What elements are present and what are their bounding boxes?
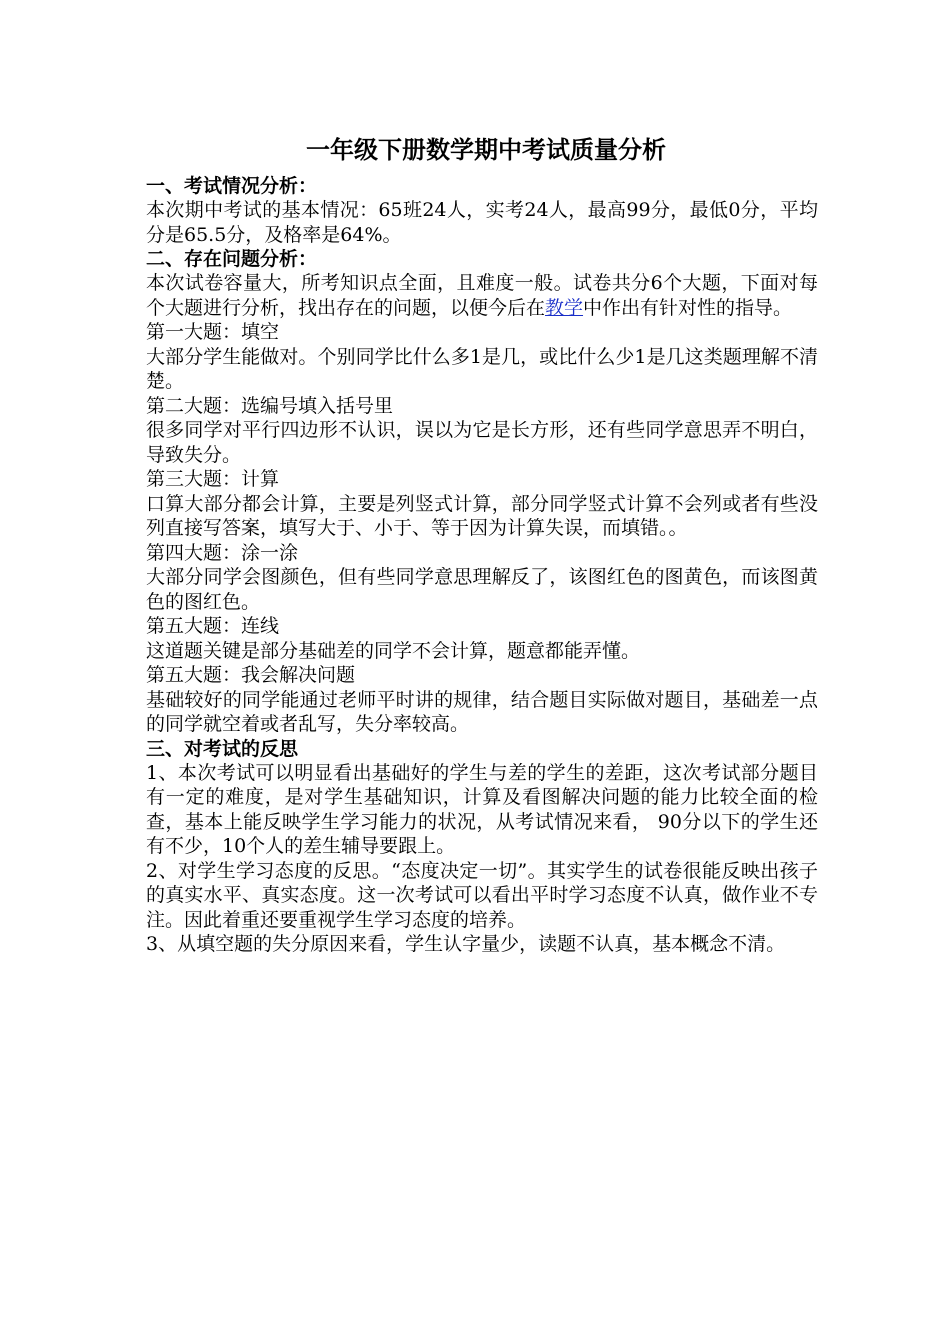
section-exam-overview [146,174,818,247]
question-analysis: 大部分同学会图颜色，但有些同学意思理解反了，该图红色的图黄色，而该图黄色的图红色。 [146,566,818,613]
intro-text-before-link: 本次试卷容量大，所考知识点全面，且难度一般。试卷共分6个大题，下面对每个大题进行分析，找出存在的问题，以便今后在 [146,272,818,319]
question-title: 第二大题：选编号填入括号里 [146,394,394,417]
question-analysis: 大部分学生能做对。个别同学比什么多1是几，或比什么少1是几这类题理解不清楚。 [146,345,818,392]
reflection-item: 1、本次考试可以明显看出基础好的学生与差的学生的差距，这次考试部分题目有一定的难度，是对学生基础知识，计算及看图解决问题的能力比较全面的检查，基本上能反映学生学习能力的状况，从考试情况来看， 90分以下的学生还有不少，10个人的差生辅导要跟上。 [146,761,818,857]
section-heading: 三、对考试的反思 [146,737,299,760]
section-intro-paragraph [146,271,818,320]
question-analysis: 这道题关键是部分基础差的同学不会计算，题意都能弄懂。 [146,639,641,662]
intro-text-after-link: 中作出有针对性的指导。 [583,296,793,319]
section-problem-analysis [146,247,818,737]
section-heading: 二、存在问题分析： [146,248,318,270]
question-analysis: 基础较好的同学能通过老师平时讲的规律，结合题目实际做对题目，基础差一点的同学就空着或者乱写，失分率较高。 [146,688,818,735]
question-title: 第三大题：计算 [146,468,280,490]
teaching-link[interactable]: 教学 [545,296,584,319]
question-title: 第四大题：涂一涂 [146,541,299,564]
question-title: 第五大题：我会解决问题 [146,664,356,686]
reflection-item: 3、从填空题的失分原因来看，学生认字量少，读题不认真，基本概念不清。 [146,933,786,955]
section-paragraph: 本次期中考试的基本情况：65班24人，实考24人，最高99分，最低0分，平均分是65.5分，及格率是64%。 [146,199,818,246]
section-reflection [146,737,818,957]
document-page [146,134,818,957]
question-analysis: 口算大部分都会计算，主要是列竖式计算，部分同学竖式计算不会列或者有些没列直接写答案，填写大于、小于、等于因为计算失误，而填错。。 [146,492,818,539]
question-analysis: 很多同学对平行四边形不认识，误以为它是长方形，还有些同学意思弄不明白，导致失分。 [146,419,818,466]
page-title: 一年级下册数学期中考试质量分析 [306,136,666,164]
section-heading: 一、考试情况分析： [146,175,318,197]
question-title: 第一大题：填空 [146,321,280,343]
question-title: 第五大题：连线 [146,615,280,637]
reflection-item: 2、对学生学习态度的反思。“态度决定一切”。其实学生的试卷很能反映出孩子的真实水平、真实态度。这一次考试可以看出平时学习态度不认真，做作业不专注。因此着重还要重视学生学习态度的培养。 [146,859,818,931]
